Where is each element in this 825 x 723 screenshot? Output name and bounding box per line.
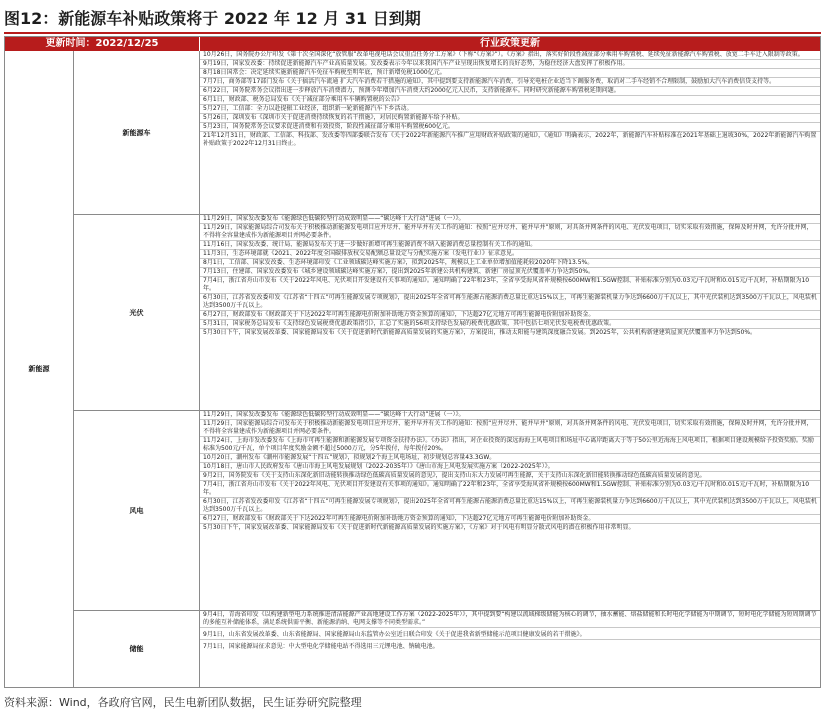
policy-cell-new-energy-vehicle <box>200 51 820 215</box>
policy-entry: 9月2日，国务院发布《关于支持山东深化新旧动能转换推动绿色低碳高质量发展的意见》，提出支持山东大力发展可再生能源，关于支持山东深化新旧能转换推动绿色低碳高质量发展的意见。 <box>200 472 820 481</box>
policy-entry: 6月30日，江苏省发改委印发《江苏省“十四五”可再生能源发展专项规划》，提出2025年全省可再生能源占能源消费总量比重达15%以上，可再生能源装机量力争达到6600万千瓦以上，其中光伏装机达到3500万千瓦以上，风电装机达到3500万千瓦以上。 <box>200 294 820 311</box>
policy-entry: 11月29日，国家发改委发布《能源绿色低碳转型行动成效明显——“碳达峰十大行动”进展（一）》。 <box>200 215 820 224</box>
policy-entry: 7月13日，住建部、国家发改委发布《城乡建设领域碳达峰实施方案》，提出到2025年新建公共机构建筑、新建厂房屋顶光伏覆盖率力争达到50%。 <box>200 268 820 277</box>
policy-entry: 5月30日下午，国家发展改革委、国家能源局发布《关于促进新时代新能源高质量发展的实施方案》，方案提出，推动太阳能与建筑深度融合发展。到2025年，公共机构新建建筑屋顶光伏覆盖率力争达到50%。 <box>203 329 757 336</box>
policy-entry: 11月29日，国家能源局综合司发布关于积极推动新能源发电项目应并尽并、能并早并有关工作的通知：按照“应并尽并、能并早并”原则，对具备并网条件的风电、光伏发电项目，切实采取有效措施，保障及时并网，允许分批并网，不得将全容量建成作为新能源项目并网必要条件。 <box>200 420 820 437</box>
policy-update-header: 行业政策更新 <box>480 38 540 49</box>
policy-entry: 9月4日，青海省印发《以构建新型电力系统推进清洁能源产业高地建设工作方案（2022-2025年）》，其中提到要“构建以流域梯级储能为核心的调节，抽水蓄能、熔盐储能和长时电化学储能为中期调节，短时电化学储能为短周期调节的多能互补储能体系，满足系统供需平衡、新能源消纳、电网支撑等不同类型需求。” <box>200 611 820 628</box>
policy-entry: 6月27日，财政部发布《财政部关于下达2022年可再生能源电价附加补助地方资金预算的通知》，下达超27亿元地方可再生能源电价附加补助资金。 <box>200 311 820 320</box>
policy-cell-wind-power <box>200 411 820 611</box>
policy-entry: 11月16日，国家发改委、统计局、能源局发布关于进一步做好新增可再生能源消费不纳入能源消费总量控制有关工作的通知。 <box>200 241 820 250</box>
category-energy-storage: 储能 <box>74 611 200 687</box>
policy-table <box>4 36 821 688</box>
policy-entry: 10月26日，国务院办公厅印发《第十次全国深化“放管服”改革电视电话会议重点任务分工方案》（下称“《方案》”）。《方案》指出，落实好阶段性减征部分乘用车购置税、延续免征新能源汽车购置税、放宽二手车迁入限制等政策。 <box>200 51 820 60</box>
policy-entry: 6月1日，财政部、税务总局发布《关于减征部分乘用车车辆购置税的公告》 <box>200 96 820 105</box>
policy-entry: 7月4日，浙江省舟山市发布《关于2022年风电、光伏项目开发建设有关事项的通知》。通知明确了22年和23年，全省享受海风省补规模按600MW和1.5GW控制、补贴标准分别为0.03元/千瓦时和0.015元/千瓦时，补贴期限为10年。 <box>200 481 820 498</box>
policy-entry: 11月29日，国家发改委发布《能源绿色低碳转型行动成效明显——“碳达峰十大行动”进展（一）》。 <box>200 411 820 420</box>
category-wind-power: 风电 <box>74 411 200 611</box>
policy-entry: 7月1日，国家能源局征求意见：中大型电化学储能电站不得选用三元锂电池、钠硫电池。 <box>203 643 439 650</box>
policy-entry: 5月23日，国务院常务会议要求促进消费和有效投资，阶段性减征部分乘用车购置税600亿元。 <box>200 123 820 132</box>
update-time-header: 更新时间：2022/12/25 <box>5 37 200 51</box>
policy-entry: 5月26日，深圳发布《深圳市关于促进消费持续恢复的若干措施》，对居民购置新能源车给予补贴。 <box>200 114 820 123</box>
policy-entry: 9月1日，山东省发展改革委、山东省能源局、国家能源局山东监管办公室近日联合印发《关于促进我省新型储能示范项目健康发展的若干措施》。 <box>200 631 820 640</box>
policy-entry: 8月18日国常会：决定延续实施新能源汽车免征车购税至明年底，预计新增免税1000亿元。 <box>200 69 820 78</box>
policy-cell-photovoltaic <box>200 215 820 411</box>
policy-entry: 11月29日，国家能源局综合司发布关于积极推动新能源发电项目应并尽并、能并早并有关工作的通知：按照“应并尽并、能并早并”原则，对具备并网条件的风电、光伏发电项目，切实采取有效措施，保障及时并网，允许分批并网，不得将全容量建成作为新能源项目并网必要条件。 <box>200 224 820 241</box>
group-label-new-energy: 新能源 <box>5 51 74 687</box>
category-photovoltaic: 光伏 <box>74 215 200 411</box>
policy-cell-energy-storage <box>200 611 820 687</box>
title-divider <box>4 32 821 34</box>
policy-entry: 5月30日下午，国家发展改革委、国家能源局发布《关于促进新时代新能源高质量发展的实施方案》，《方案》对于风电有明显分散式风电的潜在积极作用非常明显。 <box>203 524 635 531</box>
policy-entry: 10月20日，潮州发布《潮州市能源发展“十四五”规划》，拟规划2个海上风电场址，初步规划总容量43.3GW。 <box>200 454 820 463</box>
policy-entry: 6月30日，江苏省发改委印发《江苏省“十四五”可再生能源发展专项规划》，提出2025年全省可再生能源占能源消费总量比重达15%以上，可再生能源装机量力争达到6600万千瓦以上，其中光伏装机达到3500万千瓦以上，风电装机达到3500万千瓦以上。 <box>200 498 820 515</box>
policy-entry: 10月18日，唐山市人民政府发布《唐山市海上风电发展规划（2022-2035年）》《唐山市海上风电发展实施方案（2022-2025年）》。 <box>200 463 820 472</box>
figure-title: 图12：新能源车补贴政策将于 2022 年 12 月 31 日到期 <box>4 9 421 28</box>
source-note: 资料来源：Wind，各政府官网，民生电新团队数据，民生证券研究院整理 <box>4 696 362 709</box>
table-header <box>5 37 820 51</box>
policy-entry: 7月7日，商务部等17部门发布《关于搞活汽车流通 扩大汽车消费若干措施的通知》，其中提到要支持新能源汽车消费，引导充电桩企业适当下调服务费，取消对二手车经销不合理限制，鼓励加大汽车消费信贷支持等。 <box>200 78 820 87</box>
policy-entry: 11月24日，上海市发改委发布《上海市可再生能源和新能源发展专项资金扶持办法》。《办法》指出，对企业投资的深远海海上风电项目和场址中心离岸距离大于等于50公里近海海上风电项目，根据项目建设规模给予投资奖励。奖励标准为500元/千瓦，单个项目年度奖励金额不超过5000万元，分5年拨付，每年拨付20%。 <box>200 437 820 454</box>
policy-entry: 6月27日，财政部发布《财政部关于下达2022年可再生能源电价附加补助地方资金预算的通知》，下达超27亿元地方可再生能源电价附加补助资金。 <box>200 515 820 524</box>
policy-entry: 9月19日，国家发改委：持续促进新能源汽车产业高质量发展。发改委表示今年以来我国汽车产业呈现出恢复增长的良好态势，为稳住经济大盘发挥了积极作用。 <box>200 60 820 69</box>
policy-entry: 5月31日，国家税务总局发布《支持绿色发展税费优惠政策指引》，汇总了实施的56项支持绿色发展的税费优惠政策，其中包括七项光伏发电税费优惠政策。 <box>200 320 820 329</box>
policy-entry: 11月3日，生态环境部就《2021、2022年度全国碳排放权交易配额总量设定与分配实施方案（发电行业）》征求意见。 <box>200 250 820 259</box>
category-new-energy-vehicle: 新能源车 <box>74 51 200 215</box>
policy-entry: 7月4日，浙江省舟山市发布《关于2022年风电、光伏项目开发建设有关事项的通知》。通知明确了22年和23年，全省享受海风省补规模按600MW和1.5GW控制、补贴标准分别为0.03元/千瓦时和0.015元/千瓦时，补贴期限为10年。 <box>200 277 820 294</box>
policy-entry: 8月1日，工信部、国家发改委、生态环境部印发《工业领域碳达峰实施方案》，拟到2025年，规模以上工业单位增加值能耗较2020年下降13.5%。 <box>200 259 820 268</box>
policy-entry: 6月22日，国务院常务会议指出进一步释放汽车消费潜力，预测今年增加汽车消费大约2000亿元人民币，支持新能源车。同时研究新能源车购置税延期问题。 <box>200 87 820 96</box>
policy-entry: 5月27日，工信部：全力以赴提振工业经济，组织新一轮新能源汽车下乡活动。 <box>200 105 820 114</box>
policy-entry: 21年12月31日，财政部、工信部、科技部、发改委等四部委联合发布《关于2022年新能源汽车推广应用财政补贴政策的通知》，《通知》明确表示，2022年，新能源汽车补贴标准在2021年基础上退坡30%，2022年新能源汽车购置补贴政策于2022年12月31日终止。 <box>203 132 817 147</box>
